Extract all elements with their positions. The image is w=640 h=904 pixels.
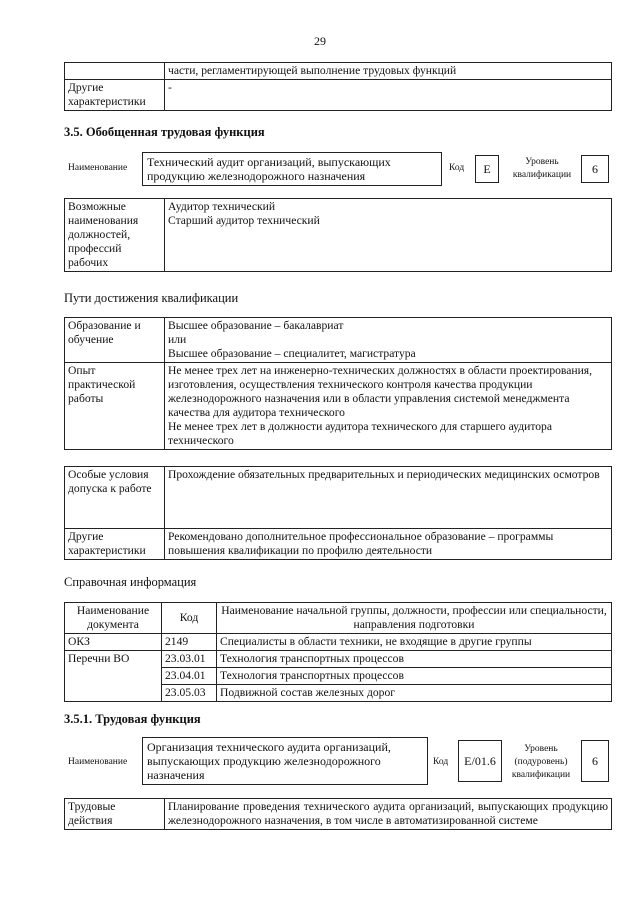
- position-item: Аудитор технический: [168, 200, 276, 213]
- tf-level-label: Уровень (подуровень) квалификации: [511, 744, 571, 780]
- position-item: Старший аудитор технический: [168, 214, 320, 227]
- ref-header-doc: Наименование документа: [65, 603, 162, 634]
- ref-name: Подвижной состав железных дорог: [217, 685, 612, 702]
- page-number: 29: [314, 34, 326, 48]
- edu-line: Высшее образование – бакалавриат: [168, 319, 344, 332]
- special-label: Особые условия допуска к работе: [65, 467, 165, 529]
- edu-line: или: [168, 333, 187, 346]
- table-row: [65, 634, 612, 651]
- top-row2-left: Другие характеристики: [65, 80, 165, 111]
- section-heading-3-5: 3.5. Обобщенная трудовая функция: [64, 125, 265, 139]
- conditions-table: [64, 466, 612, 560]
- actions-table: [64, 798, 612, 830]
- paths-table: [64, 317, 612, 450]
- ref-name: Специалисты в области техники, не входящие в другие группы: [217, 634, 612, 651]
- name-label: Наименование: [68, 163, 128, 173]
- code-value: E: [475, 155, 499, 183]
- positions-label: Возможные наименования должностей, профессий рабочих: [65, 199, 165, 272]
- name-value: Технический аудит организаций, выпускающих продукцию железнодорожного назначения: [147, 155, 391, 183]
- exp-text-1: Не менее трех лет на инженерно-технических должностях в области проектирования, изготовления, осуществления технического контроля качества продукции железнодорожного назначения или в области управления системой менеджмента качества для аудитора технического: [168, 364, 593, 419]
- ref-header-code: Код: [162, 603, 217, 634]
- exp-label: Опыт практической работы: [65, 363, 165, 450]
- paths-title: Пути достижения квалификации: [64, 291, 239, 305]
- top-row2-right: -: [165, 80, 612, 111]
- other-text: Рекомендовано дополнительное профессиональное образование – программы повышения квалификации по профилю деятельности: [165, 529, 612, 560]
- reference-title: Справочная информация: [64, 575, 197, 589]
- tf-code-value: E/01.6: [458, 740, 502, 782]
- actions-text: Планирование проведения технического аудита организаций, выпускающих продукцию железнодорожного назначения, в том числе в автоматизированной системе: [165, 799, 612, 830]
- reference-table: [64, 602, 612, 702]
- top-table: [64, 62, 612, 111]
- edu-line: Высшее образование – специалитет, магистратура: [168, 347, 416, 360]
- tf-level-value: 6: [581, 740, 609, 782]
- positions-table: [64, 198, 612, 272]
- ref-code: 23.03.01: [162, 651, 217, 668]
- ref-code: 2149: [162, 634, 217, 651]
- other-label: Другие характеристики: [65, 529, 165, 560]
- section-heading-3-5-1: 3.5.1. Трудовая функция: [64, 712, 201, 726]
- ref-name: Технология транспортных процессов: [217, 651, 612, 668]
- table-row: [65, 651, 612, 668]
- tf-name-value-box: [142, 737, 428, 785]
- ref-doc: Перечни ВО: [65, 651, 162, 702]
- level-value: 6: [581, 155, 609, 183]
- edu-label: Образование и обучение: [65, 318, 165, 363]
- ref-code: 23.04.01: [162, 668, 217, 685]
- tf-name-value: Организация технического аудита организаций, выпускающих продукцию железнодорожного назначения: [147, 740, 391, 782]
- top-row1-right: части, регламентирующей выполнение трудовых функций: [165, 63, 612, 80]
- actions-label: Трудовые действия: [65, 799, 165, 830]
- exp-text-2: Не менее трех лет в должности аудитора технического для старшего аудитора технического: [168, 420, 552, 447]
- ref-doc: ОКЗ: [65, 634, 162, 651]
- name-value-box: [142, 152, 442, 186]
- level-label: Уровень квалификации: [512, 157, 572, 180]
- top-row1-left: [65, 63, 165, 80]
- ref-code: 23.05.03: [162, 685, 217, 702]
- tf-name-label: Наименование: [68, 757, 128, 767]
- ref-name: Технология транспортных процессов: [217, 668, 612, 685]
- ref-header-name: Наименование начальной группы, должности, профессии или специальности, направления подготовки: [217, 603, 612, 634]
- code-label: Код: [449, 163, 465, 173]
- tf-code-label: Код: [433, 757, 449, 767]
- special-text: Прохождение обязательных предварительных и периодических медицинских осмотров: [165, 467, 612, 529]
